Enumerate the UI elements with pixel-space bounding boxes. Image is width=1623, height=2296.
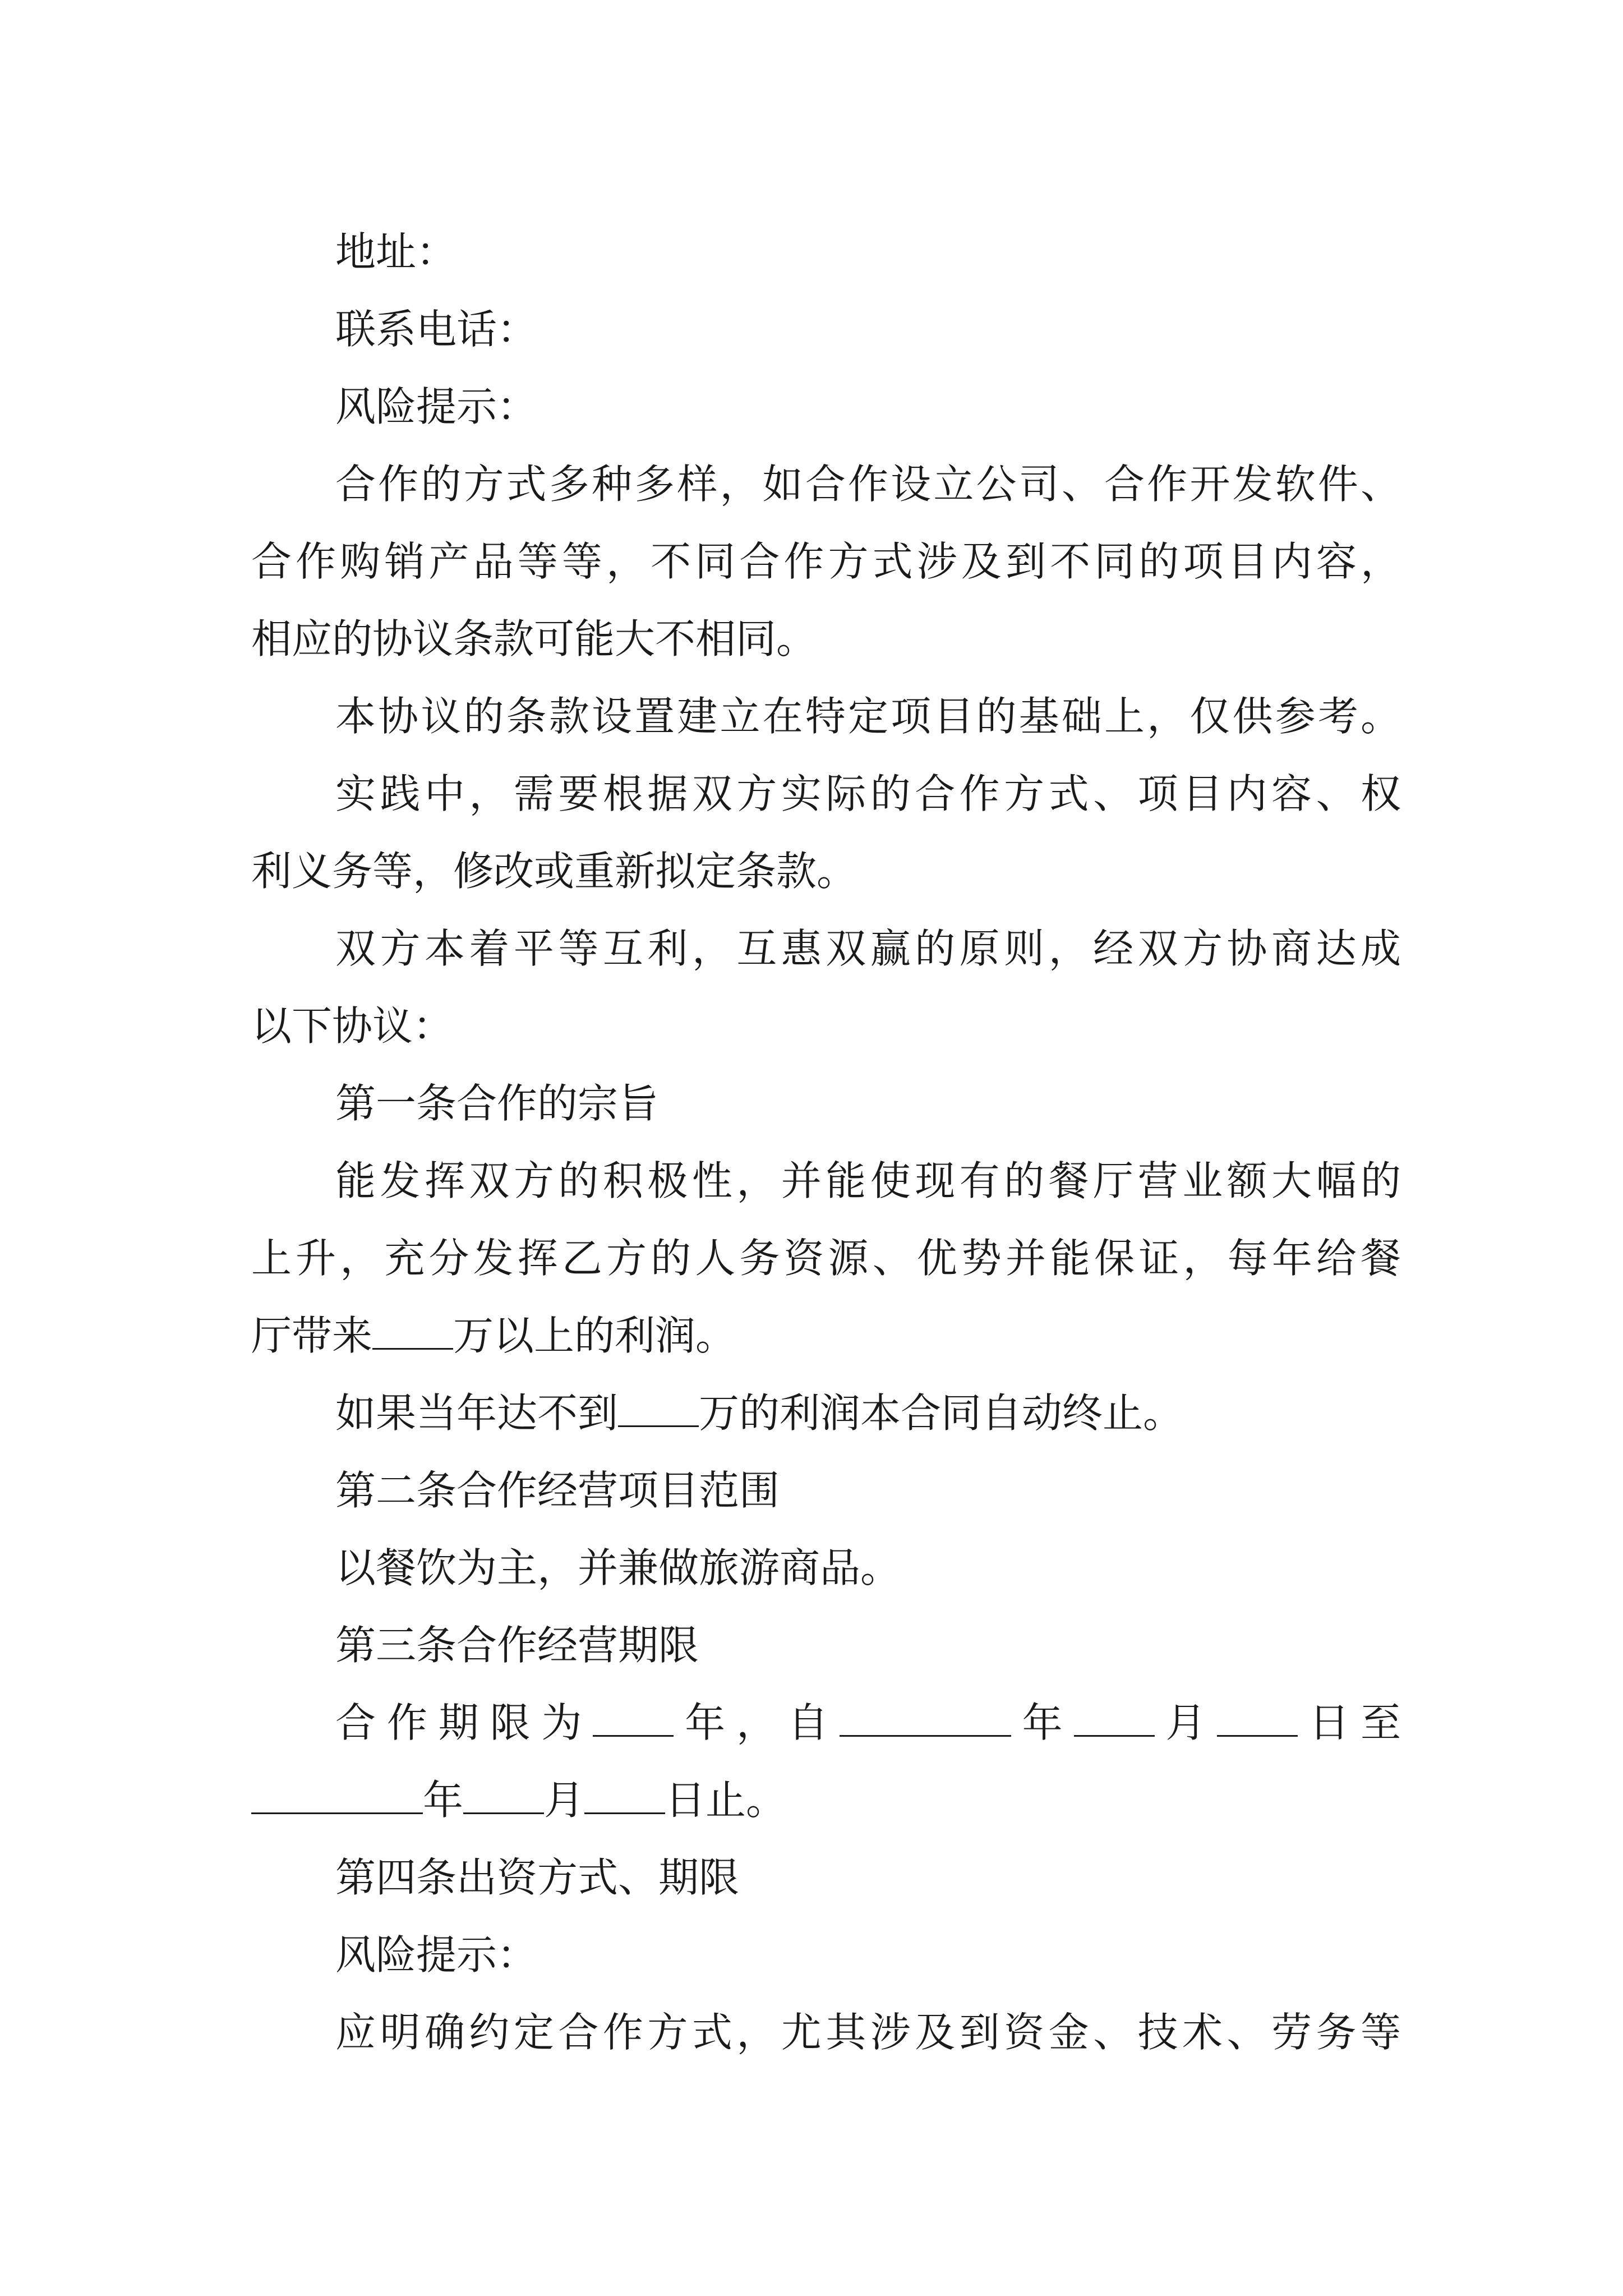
terminate-blank[interactable] [618, 1391, 699, 1427]
paragraph-line: 以下协议： [251, 1002, 454, 1050]
start-day-blank[interactable] [1217, 1700, 1298, 1737]
article-heading: 第二条合作经营项目范围 [335, 1467, 780, 1514]
end-month-blank[interactable] [463, 1778, 544, 1814]
paragraph-line: 利义务等，修改或重新拟定条款。 [251, 848, 857, 895]
term-line-2 [251, 1761, 1401, 1839]
term2-text-c: 日止。 [665, 1777, 787, 1824]
risk-notice-heading: 风险提示： [335, 383, 538, 430]
term-text-c: 年 [1011, 1699, 1074, 1746]
end-day-blank[interactable] [584, 1778, 665, 1814]
term-text-b: 年，自 [674, 1699, 840, 1746]
phone-label: 联系电话： [335, 306, 538, 353]
paragraph-line: 能发挥双方的积极性，并能使现有的餐厅营业额大幅的 [335, 1157, 1401, 1204]
document-page [251, 213, 1401, 2071]
paragraph-line: 本协议的条款设置建立在特定项目的基础上，仅供参考。 [335, 693, 1401, 740]
terminate-text-a: 如果当年达不到 [335, 1389, 619, 1437]
start-month-blank[interactable] [1074, 1700, 1155, 1737]
paragraph-line: 合作的方式多种多样，如合作设立公司、合作开发软件、 [335, 461, 1401, 508]
start-year-blank[interactable] [840, 1700, 1011, 1737]
paragraph-line: 上升，充分发挥乙方的人务资源、优势并能保证，每年给餐 [251, 1235, 1401, 1282]
article-heading: 第四条出资方式、期限 [335, 1854, 740, 1901]
term-text-a: 合作期限为 [335, 1699, 593, 1746]
profit-text-a: 厅带来 [251, 1312, 373, 1359]
article-heading: 第一条合作的宗旨 [335, 1080, 659, 1127]
address-label: 地址： [335, 228, 457, 275]
term-line [251, 1684, 1401, 1761]
paragraph-line: 应明确约定合作方式，尤其涉及到资金、技术、劳务等 [335, 2009, 1401, 2056]
end-year-blank[interactable] [251, 1778, 423, 1814]
term-years-blank[interactable] [593, 1700, 674, 1737]
profit-blank[interactable] [372, 1313, 453, 1350]
profit-line [251, 1297, 1401, 1374]
paragraph-line: 合作购销产品等等，不同合作方式涉及到不同的项目内容， [251, 538, 1401, 585]
term-text-e: 日至 [1298, 1699, 1401, 1746]
risk-notice-heading: 风险提示： [335, 1931, 538, 1978]
profit-text-b: 万以上的利润。 [453, 1312, 736, 1359]
paragraph-line: 以餐饮为主，并兼做旅游商品。 [335, 1544, 901, 1591]
term2-text-a: 年 [423, 1777, 464, 1824]
paragraph-line: 双方本着平等互利，互惠双赢的原则，经双方协商达成 [335, 925, 1401, 972]
paragraph-line: 相应的协议条款可能大不相同。 [251, 615, 817, 662]
paragraph-line: 实践中，需要根据双方实际的合作方式、项目内容、权 [335, 770, 1401, 817]
term-text-d: 月 [1154, 1699, 1218, 1746]
article-heading: 第三条合作经营期限 [335, 1622, 699, 1669]
terminate-text-b: 万的利润本合同自动终止。 [699, 1389, 1184, 1437]
terminate-line [251, 1374, 1401, 1452]
term2-text-b: 月 [544, 1777, 585, 1824]
